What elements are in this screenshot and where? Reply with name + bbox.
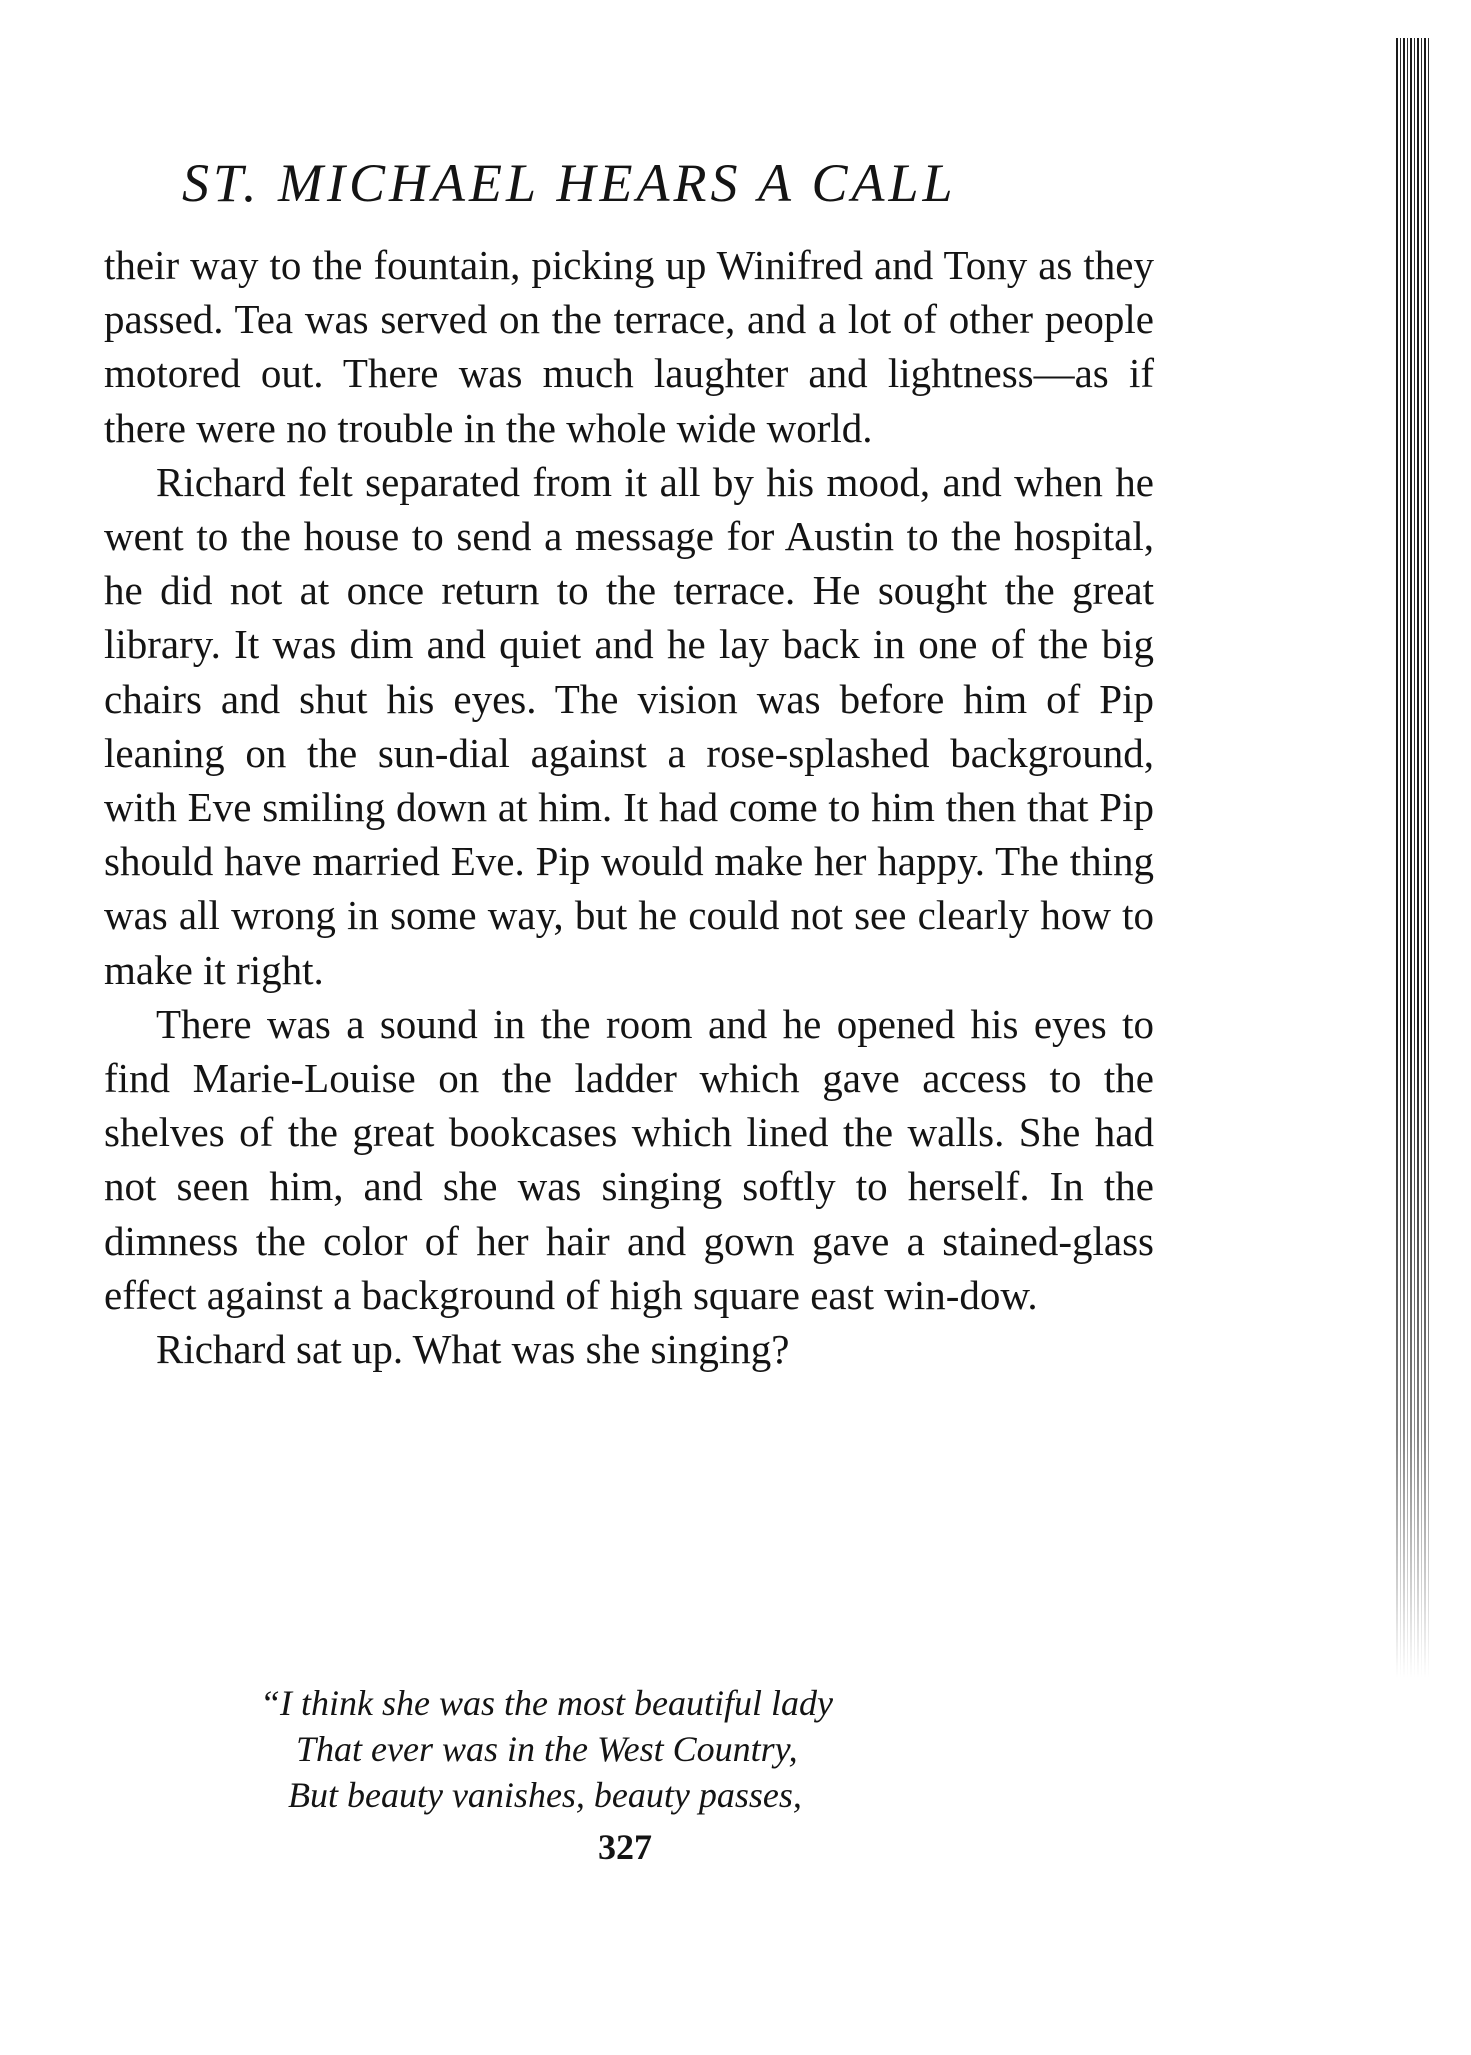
paragraph-1: their way to the fountain, picking up Winifred and Tony as they passed. Tea was served on the terrace, and a lot of other people motored out. There was much laughter and lightness—as if there were no trouble in the whole wide world. [104,242,1154,451]
paragraph-4: Richard sat up. What was she singing? [156,1326,790,1373]
page-number: 327 [598,1827,652,1867]
verse-line-2: That ever was in the West Country, [296,1729,798,1769]
paragraph-3: There was a sound in the room and he opened his eyes to find Marie-Louise on the ladder which gave access to the shelves of the great bookcases which lined the walls. She had not seen him, and she was singing softly to herself. In the dimness the color of her hair and gown gave a stained-glass effect against a background of high square east win-dow. [104,1000,1154,1318]
verse-line-3: But beauty vanishes, beauty passes, [288,1775,802,1815]
verse-quotation [260,1680,1020,1818]
running-head: ST. MICHAEL HEARS A CALL [182,153,957,213]
paragraph-2: Richard felt separated from it all by his mood, and when he went to the house to send a message for Austin to the hospital, he did not at once return to the terrace. He sought the great library. It was dim and quiet and he lay back in one of the big chairs and shut his eyes. The vision was before him of Pip leaning on the sun-dial against a rose-splashed background, with Eve smiling down at him. It had come to him then that Pip should have married Eve. Pip would make her happy. The thing was all wrong in some way, but he could not see clearly how to make it right. [104,458,1154,993]
body-text [104,238,1154,1376]
verse-line-1: “I think she was the most beautiful lady [260,1683,833,1723]
page-edge-shading [1396,38,1430,1678]
